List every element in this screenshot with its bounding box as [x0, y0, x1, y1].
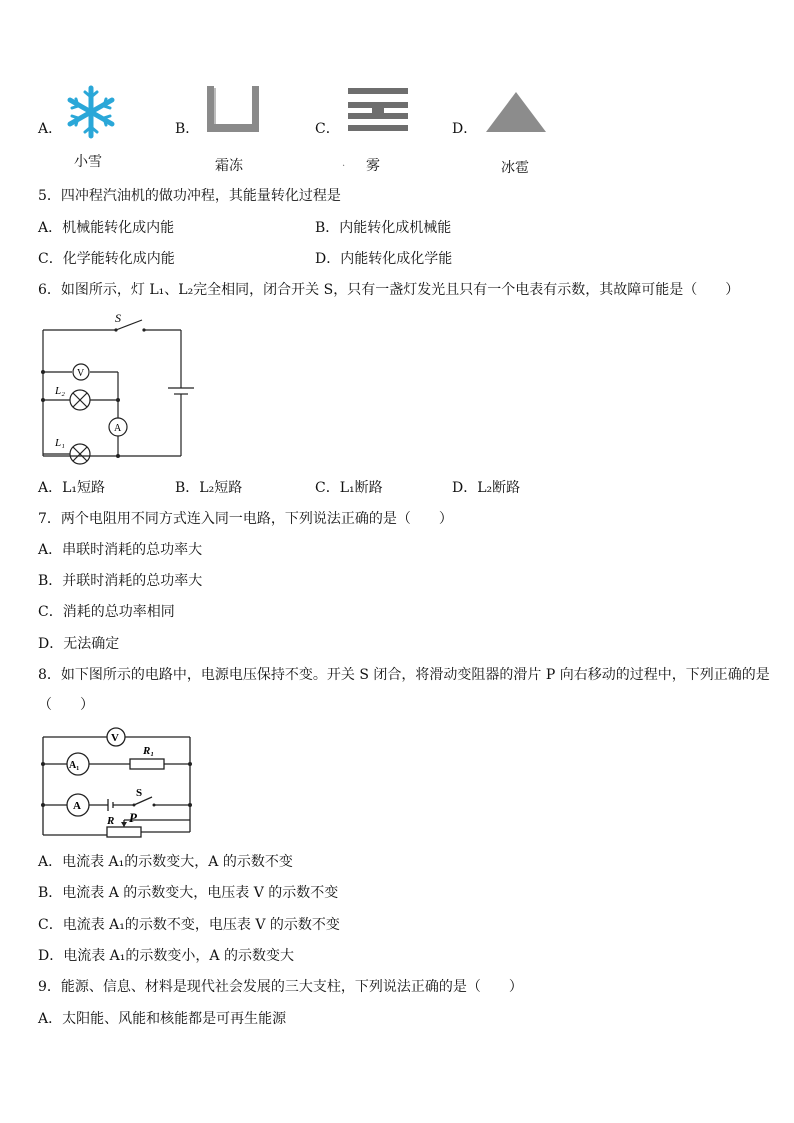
voltmeter-label: V	[111, 732, 119, 744]
dot-mark: .	[342, 158, 346, 169]
option-caption: 雾	[366, 158, 380, 174]
u-channel-icon	[205, 86, 261, 134]
question-stem-line1: 8．如下图所示的电路中，电源电压保持不变。开关 S 闭合，将滑动变阻器的滑片 P 向右移动的过程中，下列正确的是	[38, 667, 770, 683]
question-stem: 7．两个电阻用不同方式连入同一电路，下列说法正确的是（ ）	[38, 511, 453, 527]
question-stem: 6．如图所示，灯 L₁、L₂完全相同，闭合开关 S，只有一盏灯发光且只有一个电表有示数，其故障可能是（ ）	[38, 282, 740, 298]
option-b: B．内能转化成机械能	[315, 220, 452, 236]
option-letter: A．	[38, 121, 63, 137]
option-b: B．并联时消耗的总功率大	[38, 573, 203, 589]
option-caption: 冰雹	[501, 160, 529, 176]
option-a: A．机械能转化成内能	[38, 220, 175, 236]
switch-label: S	[136, 787, 143, 799]
option-b: B．电流表 A 的示数变大，电压表 V 的示数不变	[38, 885, 339, 901]
option-d: D．内能转化成化学能	[315, 251, 453, 267]
option-letter: C．	[315, 121, 340, 137]
switch-label: S	[115, 311, 121, 325]
question-stem-line2: （ ）	[38, 697, 94, 713]
lamp1-label: L₁	[55, 437, 65, 449]
voltmeter-label: V	[77, 368, 85, 379]
option-c: C．化学能转化成内能	[38, 251, 175, 267]
stacked-bars-icon	[346, 88, 410, 132]
ammeter-label: A	[73, 800, 81, 812]
triangle-icon	[484, 90, 548, 134]
option-a: A．太阳能、风能和核能都是可再生能源	[38, 1011, 287, 1027]
option-caption: 霜冻	[215, 158, 243, 174]
option-d: D．L₂断路	[452, 480, 521, 496]
snowflake-icon	[66, 84, 116, 140]
ammeter-label: A	[114, 423, 122, 434]
option-a: A．串联时消耗的总功率大	[38, 542, 203, 558]
option-c: C．消耗的总功率相同	[38, 604, 175, 620]
option-caption: 小雪	[74, 154, 102, 170]
resistor1-label: R₁	[143, 745, 155, 757]
question-stem: 9．能源、信息、材料是现代社会发展的三大支柱，下列说法正确的是（ ）	[38, 979, 523, 995]
lamp2-label: L₂	[55, 385, 65, 397]
option-d: D．电流表 A₁的示数变小，A 的示数变大	[38, 948, 294, 964]
option-c: C．电流表 A₁的示数不变，电压表 V 的示数不变	[38, 917, 340, 933]
option-d: D．无法确定	[38, 636, 120, 652]
slider-label: P	[129, 810, 137, 825]
question-stem: 5．四冲程汽油机的做功冲程，其能量转化过程是	[38, 188, 341, 204]
option-b: B．L₂短路	[175, 480, 243, 496]
option-letter: B．	[175, 121, 200, 137]
option-a: A．L₁短路	[38, 480, 106, 496]
option-a: A．电流表 A₁的示数变大，A 的示数不变	[38, 854, 293, 870]
option-c: C．L₁断路	[315, 480, 383, 496]
ammeter1-label: A₁	[69, 760, 80, 771]
option-letter: D．	[452, 121, 478, 137]
rheostat-label: R	[107, 815, 115, 827]
